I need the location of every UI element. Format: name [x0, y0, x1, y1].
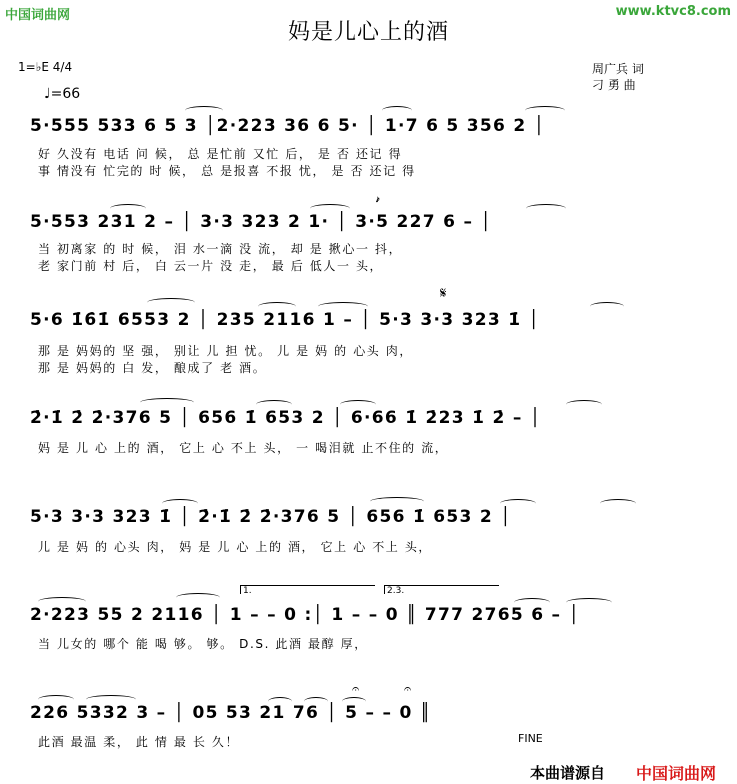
row-1-lyric-2: 事 情没有 忙完的 时 候， 总 是报喜 不报 忧， 是 否 还记 得	[38, 164, 416, 178]
slur-arc	[110, 204, 146, 213]
fermata-mark: 𝄐	[352, 682, 360, 697]
slur-arc	[86, 695, 136, 704]
notation-row-2	[30, 212, 698, 232]
row-4-lyric-1: 妈 是 儿 心 上的 酒， 它上 心 不上 头， 一 喝泪就 止不住的 流，	[38, 441, 449, 455]
segno-sign: 𝄋	[440, 284, 447, 302]
slur-arc	[38, 597, 86, 606]
slur-arc	[525, 106, 565, 115]
row-6-lyric-1: 当 儿女的 哪个 能 喝 够。 够。 D.S. 此酒 最醇 厚，	[38, 637, 368, 651]
slur-arc	[176, 593, 220, 602]
slur-arc	[500, 499, 536, 508]
slur-arc	[340, 400, 376, 409]
watermark-top-left: 中国词曲网	[5, 8, 71, 23]
row-1-lyric-1: 好 久没有 电话 问 候， 总 是忙前 又忙 后， 是 否 还记 得	[38, 147, 403, 161]
slur-arc	[318, 302, 368, 311]
notation-row-6	[30, 605, 698, 625]
row-2-lyric-1: 当 初离家 的 时 候， 泪 水一滴 没 流， 却 是 揪心一 抖，	[38, 242, 403, 256]
slur-arc	[566, 400, 602, 409]
watermark-bottom-right: 中国词曲网	[636, 764, 717, 783]
song-title: 妈是儿心上的酒	[287, 20, 449, 45]
slur-arc	[342, 697, 366, 706]
row-2-lyric-2: 老 家门前 村 后， 白 云一片 没 走， 最 后 低人一 头，	[38, 259, 384, 273]
slur-arc	[382, 106, 412, 115]
source-label: 本曲谱源自	[530, 764, 606, 782]
row-7-notes: 226 5332 3 – │ 05 53 21 76 │ 5 – – 0 ║	[30, 703, 432, 723]
row-3-lyric-1: 那 是 妈妈的 坚 强， 别让 儿 担 忧。 儿 是 妈 的 心头 肉，	[38, 344, 414, 358]
slur-arc	[256, 400, 292, 409]
row-5-lyric-1: 儿 是 妈 的 心头 肉， 妈 是 儿 心 上的 酒， 它上 心 不上 头，	[38, 540, 433, 554]
key-signature	[18, 60, 72, 74]
tempo-marking: ♩=66	[44, 86, 81, 102]
volta-second: 2.3.	[384, 585, 499, 594]
slur-arc	[304, 697, 328, 706]
slur-arc	[268, 697, 292, 706]
slur-arc	[38, 695, 74, 704]
fine-marking: FINE	[518, 732, 543, 745]
key-label: 1=♭E	[18, 60, 49, 74]
row-1-notes: 5·555 533 6 5 3 │2·223 36 6 5· │ 1·7 6 5 356 2 │	[30, 116, 546, 136]
slur-arc	[310, 204, 350, 213]
slur-arc	[370, 497, 424, 506]
mordent-mark: 𝆔	[376, 194, 380, 205]
notation-row-1	[30, 116, 698, 136]
watermark-top-right: www.ktvc8.com	[615, 4, 731, 19]
row-4-notes: 2̇·1̇ 2̇ 2̇·376 5 │ 656 1̇ 653 2 │ 6·66 1̇ 2̇23 1̇ 2̇ – │	[30, 408, 542, 428]
row-7-lyric-1: 此酒 最温 柔， 此 情 最 长 久！	[38, 735, 240, 749]
row-3-lyric-2: 那 是 妈妈的 白 发， 酿成了 老 酒。	[38, 361, 267, 375]
slur-arc	[566, 598, 612, 607]
time-signature: 4/4	[52, 60, 73, 74]
slur-arc	[600, 499, 636, 508]
row-5-notes: 5·3 3·3 323 1̇ │ 2̇·1̇ 2̇ 2̇·376 5 │ 656 1̇ 653 2 │	[30, 507, 512, 527]
composer-credit: 刁 勇 曲	[592, 78, 636, 92]
fermata-mark: 𝄐	[404, 682, 412, 697]
row-3-notes: 5·6 1̇6̇1̇ 6553 2 │ 235 2116 1 – │ 5·3 3·3 323 1̇ │	[30, 310, 541, 330]
slur-arc	[147, 298, 195, 307]
volta-first: 1.	[240, 585, 375, 594]
slur-arc	[590, 302, 624, 311]
notation-row-4	[30, 408, 698, 428]
slur-arc	[162, 499, 198, 508]
row-2-notes: 5·553 231 2 – │ 3·3 323 2 1· │ 3·5 227 6 – │	[30, 212, 492, 232]
slur-arc	[526, 204, 566, 213]
slur-arc	[514, 598, 550, 607]
slur-arc	[185, 106, 223, 115]
row-6-notes: 2·223 55 2 2116 │ 1 – – 0 :│ 1 – – 0 ║ 777 2765 6 – │	[30, 605, 581, 625]
slur-arc	[258, 302, 296, 311]
notation-row-7	[30, 703, 698, 723]
notation-row-5	[30, 507, 698, 527]
slur-arc	[140, 398, 194, 407]
notation-row-3	[30, 310, 698, 330]
lyricist-credit: 周广兵 词	[592, 62, 644, 76]
